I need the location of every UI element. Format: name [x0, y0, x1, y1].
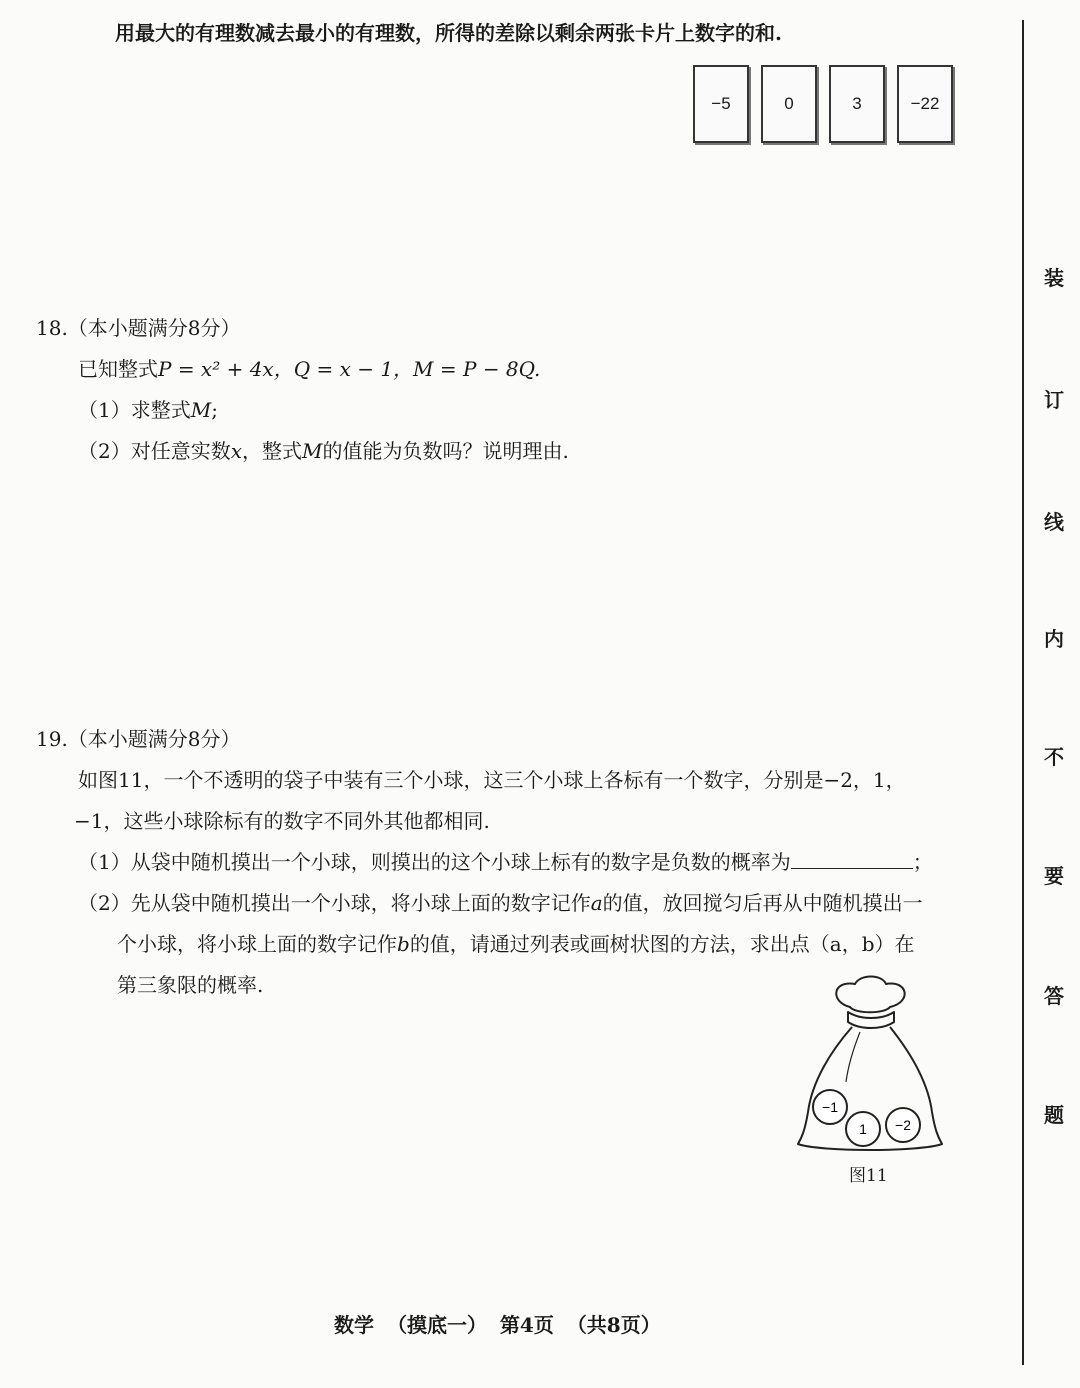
- binding-char-5: 不: [1044, 745, 1064, 769]
- q18-header: 18.（本小题满分8分）: [36, 316, 241, 340]
- bag-top-knot: [836, 977, 904, 1013]
- q18-part1-suffix: ;: [211, 398, 218, 422]
- q18-part1-var: M: [190, 398, 212, 422]
- q19-part2-line1-b: 的值，放回搅匀后再从中随机摸出一: [602, 891, 923, 915]
- card-3: 3: [829, 65, 885, 143]
- q19-var-b: b: [397, 932, 410, 956]
- ball-1: [846, 1112, 880, 1146]
- q19-header: 19.（本小题满分8分）: [36, 727, 241, 751]
- q18-part2-prefix: （2）对任意实数: [78, 439, 231, 463]
- binding-line: [1022, 20, 1024, 1365]
- binding-char-7: 答: [1044, 984, 1064, 1008]
- binding-char-8: 题: [1044, 1103, 1064, 1127]
- q18-part2-var1: x: [230, 439, 243, 463]
- binding-char-6: 要: [1044, 864, 1064, 888]
- ball-neg1: [813, 1090, 847, 1124]
- binding-char-2: 订: [1044, 388, 1064, 412]
- binding-char-1: 装: [1044, 266, 1064, 290]
- q18-part1-prefix: （1）求整式: [78, 398, 191, 422]
- figure-caption: 图11: [849, 1166, 888, 1186]
- q19-var-a: a: [590, 891, 603, 915]
- page-footer: 数学 （摸底一） 第4页 （共8页）: [334, 1313, 661, 1337]
- q19-part2-line2: [117, 930, 915, 958]
- q19-part1: [78, 848, 933, 876]
- binding-char-3: 线: [1044, 510, 1064, 534]
- q18-stem-prefix: 已知整式: [78, 357, 158, 381]
- q18-part1: [78, 396, 218, 424]
- q18-stem: [78, 355, 540, 383]
- q19-part2-line1-a: （2）先从袋中随机摸出一个小球，将小球上面的数字记作: [78, 891, 591, 915]
- answer-blank[interactable]: [791, 850, 913, 869]
- ball-neg2-label: −2: [895, 1117, 911, 1133]
- bag-fold: [846, 1032, 860, 1082]
- card-neg5: −5: [693, 65, 749, 143]
- q19-part1-text: （1）从袋中随机摸出一个小球，则摸出的这个小球上标有的数字是负数的概率为: [78, 850, 791, 874]
- q19-stem-line1: 如图11，一个不透明的袋子中装有三个小球，这三个小球上各标有一个数字，分别是−2，1，: [78, 768, 906, 792]
- q19-part2-line1: [78, 889, 923, 917]
- q19-stem-line2: −1，这些小球除标有的数字不同外其他都相同.: [74, 809, 490, 833]
- q19-part2-line2-a: 个小球，将小球上面的数字记作: [117, 932, 397, 956]
- intro-line: 用最大的有理数减去最小的有理数，所得的差除以剩余两张卡片上数字的和.: [115, 21, 782, 45]
- ball-neg2: [886, 1108, 920, 1142]
- q18-part2-suffix: 的值能为负数吗？说明理由.: [322, 439, 569, 463]
- q19-part2-line2-b: 的值，请通过列表或画树状图的方法，求出点（a，b）在: [409, 932, 915, 956]
- ball-neg1-label: −1: [822, 1099, 838, 1115]
- q18-stem-expr: P = x² + 4x，Q = x − 1，M = P − 8Q.: [158, 357, 541, 381]
- bag-neck-tie: [848, 1012, 894, 1028]
- card-0: 0: [761, 65, 817, 143]
- q18-part2-var2: M: [302, 439, 323, 463]
- q18-part2: [78, 437, 569, 465]
- card-neg22: −22: [897, 65, 953, 143]
- q19-part1-end: ；: [912, 850, 933, 874]
- bag-figure: [790, 972, 950, 1162]
- q18-part2-mid: ，整式: [242, 439, 303, 463]
- ball-1-label: 1: [859, 1121, 867, 1137]
- binding-char-4: 内: [1044, 627, 1064, 651]
- q19-part2-line3: 第三象限的概率.: [117, 973, 264, 997]
